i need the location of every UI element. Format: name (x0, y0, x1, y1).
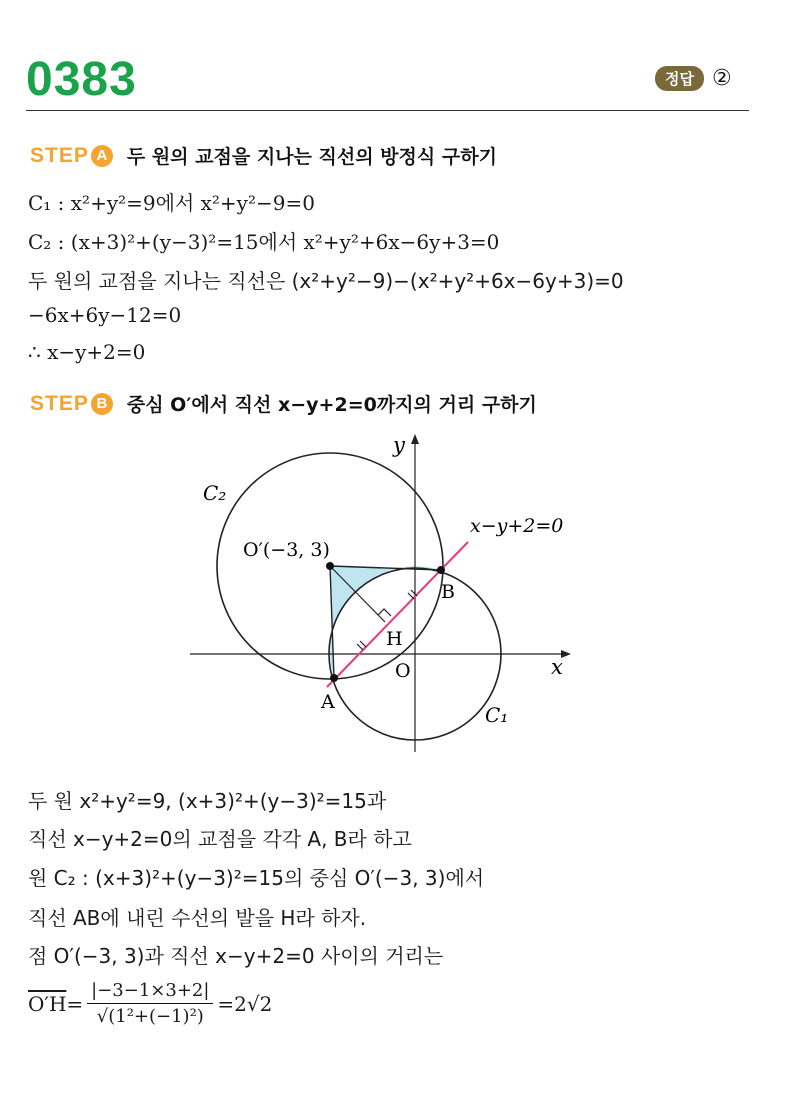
problem-number: 0383 (26, 53, 137, 106)
step-a-line-2: C₂ : (x+3)²+(y−3)²=15에서 x²+y²+6x−6y+3=0 (28, 230, 500, 254)
step-a-heading (30, 142, 497, 169)
body-line-4: 직선 AB에 내린 수선의 발을 H라 하자. (28, 906, 367, 930)
label-c1: C₁ (485, 703, 509, 727)
tick-mark-1 (357, 644, 363, 650)
label-h: H (386, 628, 403, 650)
tick-mark-2 (360, 641, 366, 647)
step-a-line-5: ∴ x−y+2=0 (28, 340, 146, 364)
step-a-line-4: −6x+6y−12=0 (28, 303, 182, 327)
point-o-prime (326, 562, 334, 570)
answer-box (655, 66, 732, 91)
answer-badge: 정답 (655, 66, 704, 91)
distance-result: =2√2 (217, 991, 273, 1016)
distance-eq: = (66, 991, 84, 1016)
answer-value: ② (711, 66, 732, 91)
distance-formula (28, 980, 272, 1027)
step-b-title: 중심 O′에서 직선 x−y+2=0까지의 거리 구하기 (126, 394, 537, 416)
label-center: O′(−3, 3) (243, 539, 330, 561)
step-a-line-1: C₁ : x²+y²=9에서 x²+y²−9=0 (28, 191, 315, 215)
step-b-letter: B (91, 393, 113, 415)
point-a (330, 674, 338, 682)
tick-mark-3 (408, 593, 414, 599)
step-a-title: 두 원의 교점을 지나는 직선의 방정식 구하기 (126, 146, 497, 168)
label-c2: C₂ (203, 481, 227, 505)
right-angle-mark (378, 609, 391, 616)
step-a-letter: A (91, 145, 113, 167)
point-b (437, 566, 445, 574)
label-o: O (395, 660, 411, 682)
step-a-line-3: 두 원의 교점을 지나는 직선은 (x²+y²−9)−(x²+y²+6x−6y+3)=0 (28, 269, 624, 293)
distance-numerator: |−3−1×3+2| (87, 980, 213, 1004)
header-divider (26, 110, 749, 111)
body-line-1: 두 원 x²+y²=9, (x+3)²+(y−3)²=15과 (28, 789, 387, 813)
step-a-word: STEP (30, 143, 89, 167)
distance-fraction (87, 980, 213, 1027)
label-a: A (321, 691, 335, 713)
label-y-axis: y (393, 433, 405, 457)
y-axis-arrow (411, 434, 419, 444)
body-line-3: 원 C₂ : (x+3)²+(y−3)²=15의 중심 O′(−3, 3)에서 (28, 866, 485, 890)
label-b: B (441, 581, 455, 603)
body-line-2: 직선 x−y+2=0의 교점을 각각 A, B라 하고 (28, 827, 412, 851)
tick-mark-4 (411, 590, 417, 596)
label-x-axis: x (551, 655, 563, 679)
body-line-5: 점 O′(−3, 3)과 직선 x−y+2=0 사이의 거리는 (28, 944, 444, 968)
distance-denominator: √(1²+(−1)²) (96, 1006, 204, 1027)
distance-lhs: O′H (28, 991, 67, 1016)
label-line: x−y+2=0 (470, 515, 564, 537)
step-b-heading (30, 390, 537, 417)
circles-diagram (185, 432, 585, 767)
step-b-word: STEP (30, 391, 89, 415)
